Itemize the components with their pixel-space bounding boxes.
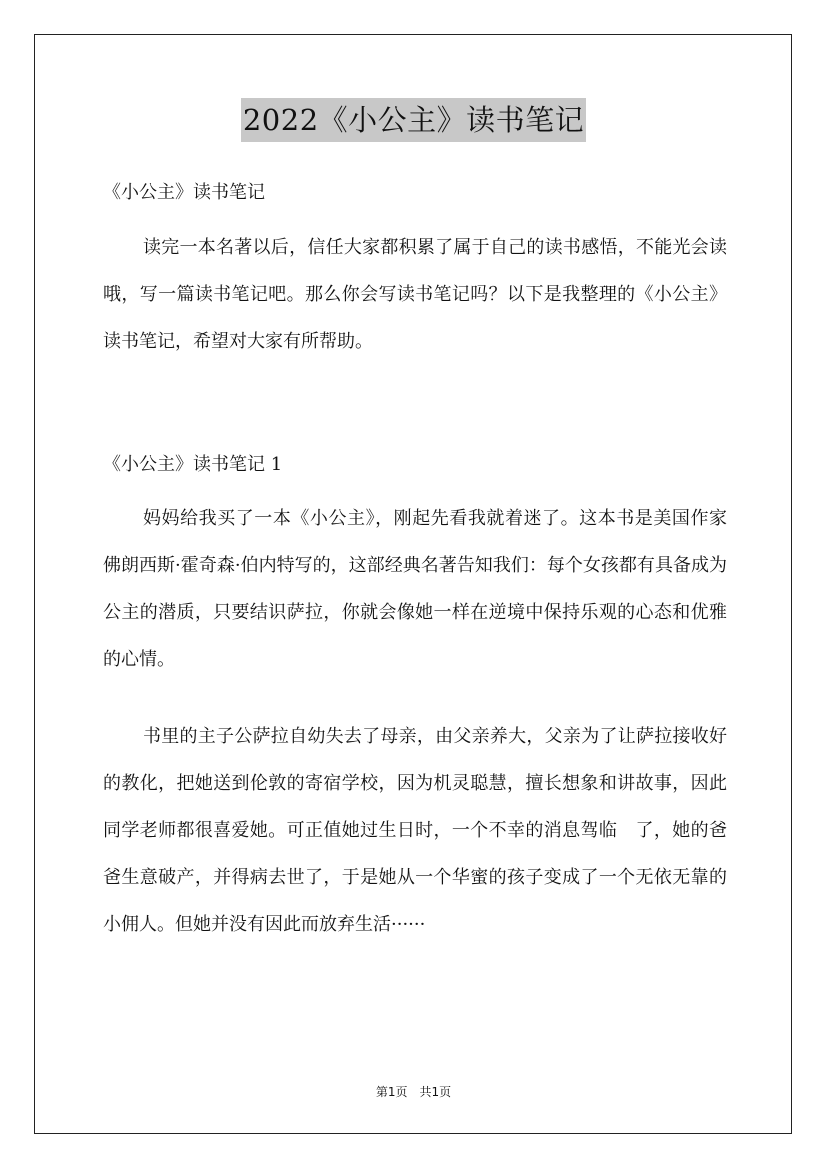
body-paragraph-1: 妈妈给我买了一本《小公主》，刚起先看我就着迷了。这本书是美国作家佛朗西斯·霍奇森·伯内特写的，这部经典名著告知我们：每个女孩都有具备成为公主的潜质，只要结识萨拉，你就会像她一样在逆境中保持乐观的心态和优雅的心情。 — [103, 508, 727, 670]
body-paragraph-2: 书里的主子公萨拉自幼失去了母亲，由父亲养大，父亲为了让萨拉接收好的教化，把她送到伦敦的寄宿学校，因为机灵聪慧，擅长想象和讲故事，因此同学老师都很喜爱她。可正值她过生日时，一个不幸的消息驾临 了，她的爸爸生意破产，并得病去世了，于是她从一个华蜜的孩子变成了一个无依无靠的小佣人。但她并没有因此而放弃生活······ — [103, 726, 727, 935]
intro-paragraph: 读完一本名著以后，信任大家都积累了属于自己的读书感悟，不能光会读哦，写一篇读书笔记吧。那么你会写读书笔记吗？以下是我整理的《小公主》读书笔记，希望对大家有所帮助。 — [103, 237, 727, 352]
section-heading: 《小公主》读书笔记 1 — [103, 454, 283, 475]
document-subtitle: 《小公主》读书笔记 — [103, 182, 265, 203]
page-footer: 第1页 共1页 — [375, 1085, 452, 1099]
document-title: 2022《小公主》读书笔记 — [241, 98, 586, 142]
title-container — [0, 98, 827, 142]
